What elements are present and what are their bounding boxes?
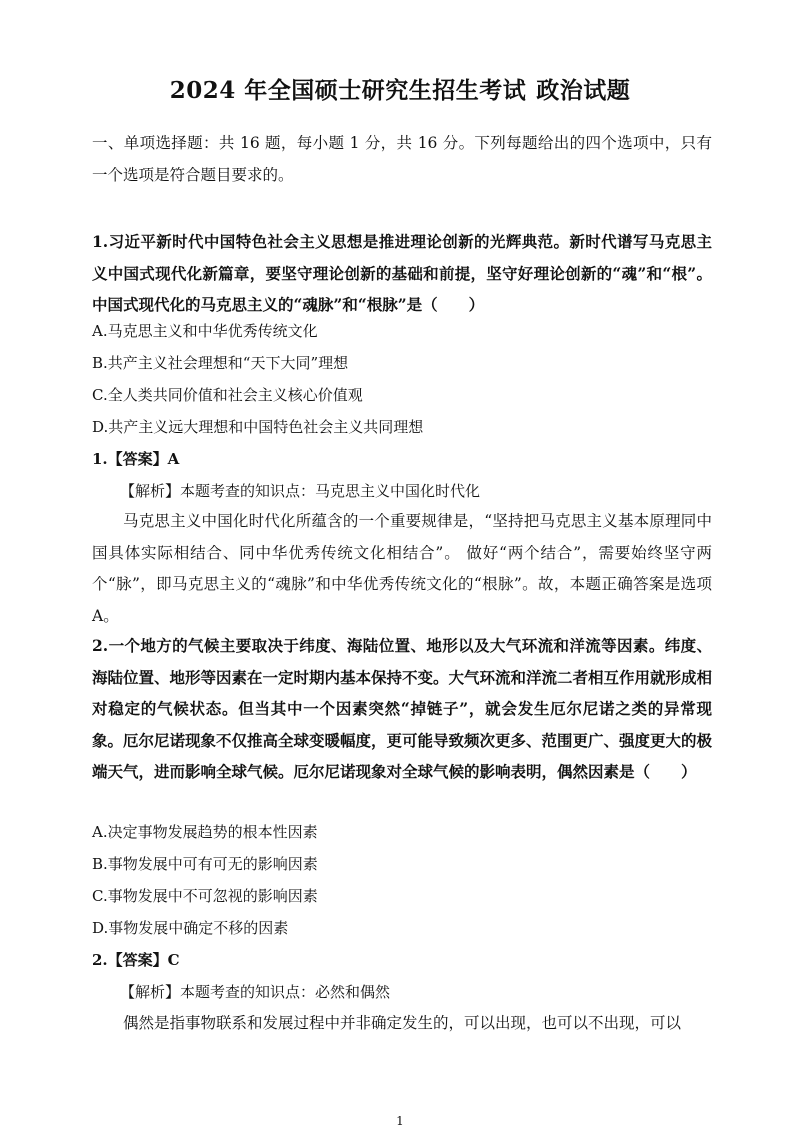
page-number: 1 xyxy=(396,1114,404,1128)
q2-option-b: B.事物发展中可有可无的影响因素 xyxy=(92,855,318,873)
section-intro: 一、单项选择题：共 16 题，每小题 1 分，共 16 分。下列每题给出的四个选项中，只有一个选项是符合题目要求的。 xyxy=(92,134,712,184)
question-2-stem: 2.一个地方的气候主要取决于纬度、海陆位置、地形以及大气环流和洋流等因素。纬度、海陆位置、地形等因素在一定时期内基本保持不变。大气环流和洋流二者相互作用就形成相对稳定的气候状态。但当其中一个因素突然“掉链子”，就会发生厄尔尼诺之类的异常现象。厄尔尼诺现象不仅推高全球变暖幅度，更可能导致频次更多、范围更广、强度更大的极端天气，进而影响全球气候。厄尔尼诺现象对全球气候的影响表明，偶然因素是（ ） xyxy=(92,636,713,781)
q1-option-d: D.共产主义远大理想和中国特色社会主义共同理想 xyxy=(92,418,424,436)
q1-analysis-head: 【解析】本题考查的知识点：马克思主义中国化时代化 xyxy=(120,482,481,500)
q2-analysis-body: 偶然是指事物联系和发展过程中并非确定发生的，可以出现，也可以不出现，可以 xyxy=(123,1014,682,1032)
question-1-stem: 1.习近平新时代中国特色社会主义思想是推进理论创新的光辉典范。新时代谱写马克思主义中国式现代化新篇章，要坚守理论创新的基础和前提，坚守好理论创新的“魂”和“根”。中国式现代化的马克思主义的“魂脉”和“根脉”是（ ） xyxy=(92,232,712,314)
title-part-2: 政治试题 xyxy=(536,77,631,104)
q1-answer: 1.【答案】A xyxy=(92,450,180,468)
q2-option-d: D.事物发展中确定不移的因素 xyxy=(92,919,289,937)
title-part-1: 2024 年全国硕士研究生招生考试 xyxy=(169,77,527,104)
q1-analysis-body: 马克思主义中国化时代化所蕴含的一个重要规律是，“坚持把马克思主义基本原理同中国具体实际相结合、同中华优秀传统文化相结合”。 做好“两个结合”，需要始终坚守两个“脉”，即马克思主义的“魂脉”和中华优秀传统文化的“根脉”。故，本题正确答案是选项A。 xyxy=(92,512,712,625)
page-title xyxy=(0,72,800,105)
q2-option-a: A.决定事物发展趋势的根本性因素 xyxy=(92,823,318,841)
q2-answer: 2.【答案】C xyxy=(92,951,180,969)
q2-option-c: C.事物发展中不可忽视的影响因素 xyxy=(92,887,318,905)
q1-option-a: A.马克思主义和中华优秀传统文化 xyxy=(92,322,318,340)
q1-option-c: C.全人类共同价值和社会主义核心价值观 xyxy=(92,386,363,404)
q1-option-b: B.共产主义社会理想和“天下大同”理想 xyxy=(92,354,349,372)
q2-analysis-head: 【解析】本题考查的知识点：必然和偶然 xyxy=(120,983,391,1001)
